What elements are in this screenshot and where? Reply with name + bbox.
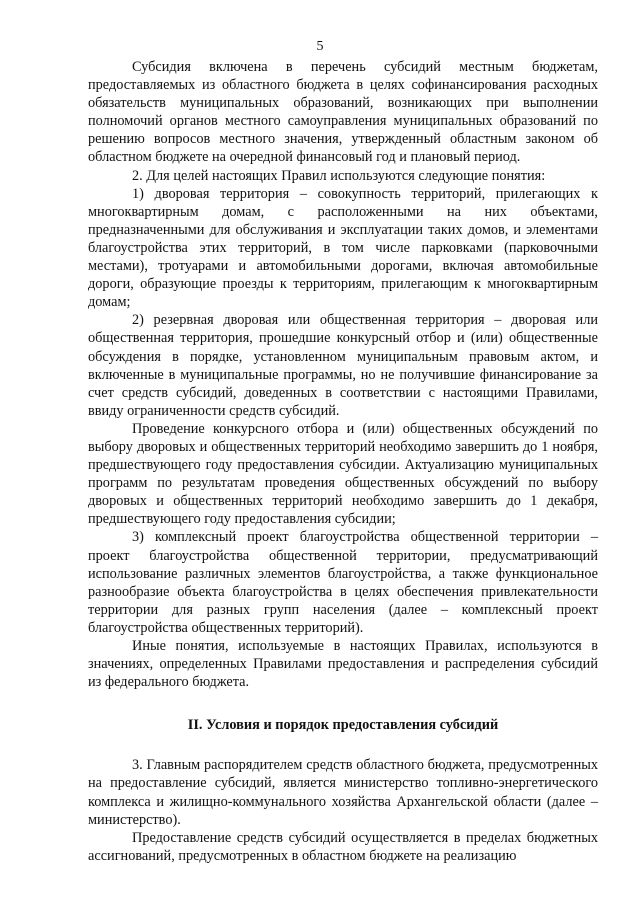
paragraph-subsidy-inclusion: Субсидия включена в перечень субсидий местным бюджетам, предоставляемых из областного бюджета в целях софинансирования расходных обязательств муниципальных образований, возникающих при выполнении полномочий органов местного самоуправления муниципальных образований по решению вопросов местного значения, утвержденный областным законом об областном бюджете на очередной финансовый год и плановый период. bbox=[88, 59, 598, 166]
paragraph-definition-complex-project: 3) комплексный проект благоустройства общественной территории – проект благоустройства общественной территории, предусматривающий использование различных элементов благоустройства, а также функциональное разнообразие объекта благоустройства в целях обеспечения привлекательности территории для разных групп населения (далее – комплексный проект благоустройства общественных территорий). bbox=[88, 529, 598, 636]
paragraph-other-terms: Иные понятия, используемые в настоящих Правилах, используются в значениях, определенных Правилами предоставления и распределения субсидий из федерального бюджета. bbox=[88, 638, 598, 691]
paragraph-definitions-intro: 2. Для целей настоящих Правил используются следующие понятия: bbox=[132, 167, 546, 184]
paragraph-definition-yard-territory: 1) дворовая территория – совокупность территорий, прилегающих к многоквартирным домам, с расположенными на них объектами, предназначенными для обслуживания и эксплуатации таких домов, и элементами благоустройства этих территорий, в том числе парковками (парковочными местами), тротуарами и автомобильными дорогами, включая автомобильные дороги, образующие проезды к территориям, прилегающим к многоквартирным домам; bbox=[88, 185, 598, 311]
section-heading: II. Условия и порядок предоставления субсидий bbox=[187, 717, 499, 734]
document-body bbox=[88, 58, 598, 865]
paragraph-selection-deadlines: Проведение конкурсного отбора и (или) общественных обсуждений по выбору дворовых и общественных территорий необходимо завершить до 1 ноября, предшествующего году предоставления субсидии. Актуализацию муниципальных программ по результатам проведения общественных обсуждений по выбору дворовых и общественных территорий необходимо завершить до 1 декабря, предшествующего году предоставления субсидии; bbox=[88, 420, 598, 528]
paragraph-chief-administrator: 3. Главным распорядителем средств областного бюджета, предусмотренных на предоставление субсидий, является министерство топливно-энергетического комплекса и жилищно-коммунального хозяйства Архангельской области (далее – министерство). bbox=[88, 757, 598, 828]
page-number: 5 bbox=[316, 39, 324, 54]
paragraph-budget-allocations: Предоставление средств субсидий осуществляется в пределах бюджетных ассигнований, предусмотренных в областном бюджете на реализацию bbox=[88, 829, 598, 864]
paragraph-definition-reserve-territory: 2) резервная дворовая или общественная территория – дворовая или общественная территория, прошедшие конкурсный отбор и (или) общественные обсуждения в порядке, установленном муниципальным правовым актом, и включенные в муниципальные программы, но не получившие финансирование за счет средств субсидий, доведенных в соответствии с настоящими Правилами, ввиду ограниченности средств субсидий. bbox=[88, 312, 598, 419]
